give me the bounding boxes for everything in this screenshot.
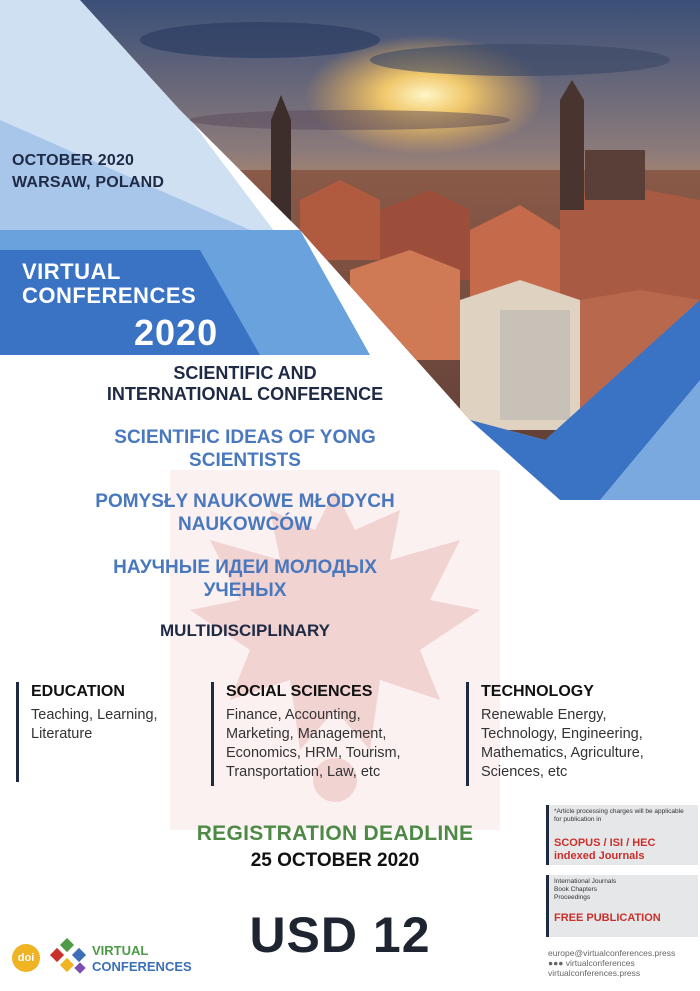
event-year: 2020 [134, 312, 219, 353]
title-russian [40, 556, 450, 602]
publication-note [554, 878, 693, 902]
title-english-line1: SCIENTIFIC IDEAS OF YONG [114, 427, 376, 448]
topic-line: Literature [31, 726, 93, 742]
topic-education [16, 682, 196, 782]
brand-line2: CONFERENCES [92, 959, 192, 974]
publication-note-line: Book Chapters [554, 886, 597, 893]
title-english [40, 426, 450, 472]
conference-type-line2: INTERNATIONAL CONFERENCE [106, 384, 384, 404]
contact-social[interactable] [548, 958, 698, 968]
topic-heading: TECHNOLOGY [481, 683, 594, 700]
brand-line1: VIRTUAL [92, 943, 149, 958]
publication-box-indexed [546, 805, 698, 865]
event-name-line1: VIRTUAL [22, 259, 121, 284]
publication-highlight [554, 837, 693, 863]
conference-scope: MULTIDISCIPLINARY [160, 621, 330, 640]
topic-line: Transportation, Law, etc [226, 764, 381, 780]
contact-email[interactable]: europe@virtualconferences.press [548, 948, 676, 958]
topic-line: Mathematics, Agriculture, [481, 745, 644, 761]
registration-deadline-date: 25 OCTOBER 2020 [250, 850, 420, 871]
registration-price: USD 12 [249, 907, 431, 963]
title-russian-line1: НАУЧНЫЕ ИДЕИ МОЛОДЫХ [113, 557, 377, 578]
social-icons: ●●● [548, 958, 566, 968]
publication-note-line: *Article processing charges will be applicable [554, 808, 684, 815]
conference-type-line1: SCIENTIFIC AND [173, 363, 317, 383]
publication-box-free [546, 875, 698, 937]
doi-logo: doi [12, 944, 40, 972]
title-polish-line1: POMYSŁY NAUKOWE MŁODYCH [95, 491, 395, 512]
topic-line: Renewable Energy, [481, 707, 607, 723]
publication-note-line: for publication in [554, 816, 602, 823]
topic-line: Technology, Engineering, [481, 726, 643, 742]
publication-note-line: Proceedings [554, 894, 591, 901]
topic-line: Teaching, Learning, [31, 707, 158, 723]
topic-description [481, 706, 696, 782]
topic-social-sciences [211, 682, 451, 786]
event-date: OCTOBER 2020 [12, 152, 135, 169]
title-polish-line2: NAUKOWCÓW [177, 514, 313, 535]
virtual-conferences-logo-icon [48, 938, 90, 978]
topic-heading: SOCIAL SCIENCES [226, 683, 373, 700]
contact-website[interactable]: virtualconferences.press [548, 968, 641, 978]
contact-info [548, 948, 698, 978]
topic-line: Marketing, Management, [226, 726, 387, 742]
topic-technology [466, 682, 696, 786]
publication-highlight-line: indexed Journals [554, 850, 645, 862]
contact-social-handle: virtualconferences [565, 958, 635, 968]
registration-deadline-label: REGISTRATION DEADLINE [196, 822, 474, 845]
title-english-line2: SCIENTISTS [189, 450, 301, 471]
publication-highlight-line: FREE PUBLICATION [554, 912, 661, 924]
title-polish [40, 490, 450, 536]
topic-line: Economics, HRM, Tourism, [226, 745, 401, 761]
publication-note-line: International Journals [554, 878, 617, 885]
publication-highlight [554, 912, 693, 925]
publication-note [554, 808, 693, 824]
event-name [22, 260, 196, 308]
title-russian-line2: УЧЕНЫХ [203, 580, 287, 601]
topic-description [226, 706, 451, 782]
publication-highlight-line: SCOPUS / ISI / HEC [554, 837, 656, 849]
topic-heading: EDUCATION [31, 683, 125, 700]
topic-line: Finance, Accounting, [226, 707, 361, 723]
topic-line: Sciences, etc [481, 764, 568, 780]
event-date-location [12, 150, 164, 194]
event-name-line2: CONFERENCES [22, 283, 197, 308]
conference-type [40, 363, 450, 405]
topic-description [31, 706, 196, 744]
event-location: WARSAW, POLAND [12, 174, 165, 191]
virtual-conferences-logo-text [92, 943, 192, 975]
